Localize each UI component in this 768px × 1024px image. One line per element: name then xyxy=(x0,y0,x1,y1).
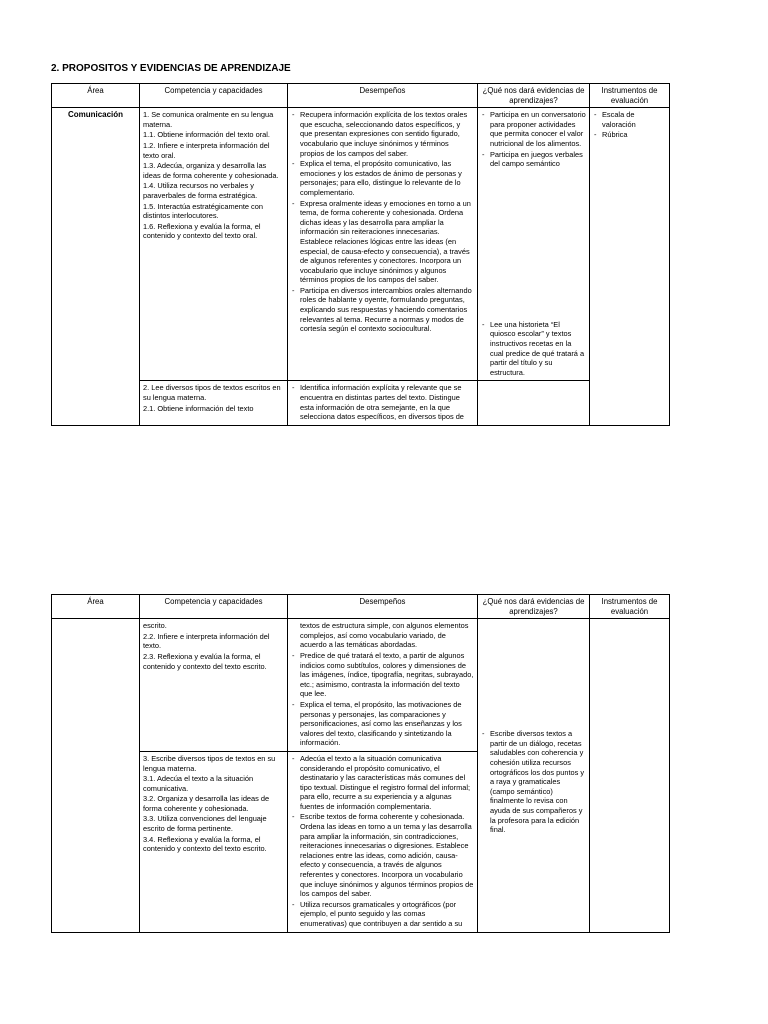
desempenos-cell xyxy=(288,619,478,752)
comp-line: 1.6. Reflexiona y evalúa la forma, el contenido y contexto del texto oral. xyxy=(143,221,261,241)
table-row xyxy=(52,381,670,425)
desempeno-item: - Recupera información explícita de los textos orales que escucha, seleccionando datos específicos, y que presentan expresiones con sentido figurado, vocabulario que incluye sinónimos y términos propios de los campos del saber. xyxy=(291,110,474,158)
section-title: 2. PROPOSITOS Y EVIDENCIAS DE APRENDIZAJE xyxy=(51,63,291,74)
evidencia-item: - Escribe diversos textos a partir de un diálogo, recetas saludables con coherencia y cohesión utiliza recursos ortográficos los dos puntos y a raya y gramaticales (campo semántico) finalmente lo revisa con ayuda de sus compañeros y la profesora para la edición final. xyxy=(481,729,586,835)
instrumento-item: - Rúbrica xyxy=(593,130,666,140)
desempeno-item: - Explica el tema, el propósito comunicativo, las emociones y los estados de ánimo de personas y personajes; para ello, distingue lo relevante de lo complementario. xyxy=(291,159,474,197)
header-area: Área xyxy=(52,84,140,108)
evidencia-item: - Participa en un conversatorio para proponer actividades que permita conocer el valor nutricional de los alimentos. xyxy=(481,110,586,148)
comp-line: 2.1. Obtiene información del texto xyxy=(143,403,254,413)
instrumentos-cell xyxy=(590,619,670,932)
comp-line: 2.2. Infiere e interpreta información del texto. xyxy=(143,631,270,651)
header-instrumentos: Instrumentos de evaluación xyxy=(590,84,670,108)
instrumento-item: - Escala de valoración xyxy=(593,110,666,129)
header-instrumentos: Instrumentos de evaluación xyxy=(590,595,670,619)
header-competencia: Competencia y capacidades xyxy=(140,595,288,619)
comp-line: 1.4. Utiliza recursos no verbales y paraverbales de forma estratégica. xyxy=(143,181,258,200)
comp-line: 2. Lee diversos tipos de textos escritos en su lengua materna. xyxy=(143,383,281,402)
evidencias-cell xyxy=(478,381,590,425)
desempeno-item: - Adecúa el texto a la situación comunicativa considerando el propósito comunicativo, el destinatario y las características más comunes del tipo textual. Distingue el registro formal del informal; para ello, recurre a su experiencia y a algunas fuentes de información complementaria. xyxy=(291,754,474,812)
desempeno-item: - Expresa oralmente ideas y emociones en torno a un tema, de forma coherente y cohesionada. Ordena dichas ideas y las desarrolla para ampliar la información sin reiteraciones innecesarias. Establece relaciones lógicas entre las ideas (en especial, de causa-efecto y consecuencia), a través de algunos referentes y conectores. Incorpora un vocabulario que incluye sinónimos y algunos términos propios de los campos del saber. xyxy=(291,199,474,285)
evidencias-cell xyxy=(478,108,590,381)
evidencia-item: - Participa en juegos verbales del campo semántico xyxy=(481,150,586,169)
comp-line: 1. Se comunica oralmente en su lengua materna. xyxy=(143,110,274,129)
header-evidencias: ¿Qué nos dará evidencias de aprendizajes? xyxy=(478,595,590,619)
comp-line: 2.3. Reflexiona y evalúa la forma, el contenido y contexto del texto escrito. xyxy=(143,651,267,671)
comp-line: 3.1. Adecúa el texto a la situación comunicativa. xyxy=(143,774,254,793)
competencia-cell xyxy=(140,751,288,932)
header-desempenos: Desempeños xyxy=(288,595,478,619)
desempeno-item: - Predice de qué tratará el texto, a partir de algunos indicios como subtítulos, colores y dimensiones de las imágenes, índice, tipografía, negritas, subrayado, etc.; asimismo, contrasta la información del texto que lee. xyxy=(291,651,474,699)
header-desempenos: Desempeños xyxy=(288,84,478,108)
evidence-table-page-1 xyxy=(51,83,670,426)
table-row xyxy=(52,619,670,752)
desempeno-item: - Utiliza recursos gramaticales y ortográficos (por ejemplo, el punto seguido y las comas enumerativas) que contribuyen a dar sentido a su xyxy=(291,900,474,929)
area-cell xyxy=(52,619,140,932)
desempenos-cell xyxy=(288,108,478,381)
evidencia-item: - Lee una historieta “El quiosco escolar” y textos instructivos recetas en la cual predice de qué tratará a partir del título y su estructura. xyxy=(481,320,586,378)
comp-line: 1.2. Infiere e interpreta información del texto oral. xyxy=(143,140,270,160)
comp-line: 3.4. Reflexiona y evalúa la forma, el contenido y contexto del texto escrito. xyxy=(143,834,267,854)
evidence-table-page-2 xyxy=(51,594,670,933)
table-header-row xyxy=(52,595,670,619)
header-area: Área xyxy=(52,595,140,619)
desempeno-item: - Escribe textos de forma coherente y cohesionada. Ordena las ideas en torno a un tema y las desarrolla para ampliar la información, sin contradicciones, reiteraciones innecesarias o digresiones. Establece relaciones entre las ideas, como adición, causa-efecto y consecuencia, a través de algunos referentes y conectores. Incorpora un vocabulario que incluye sinónimos y algunos términos propios de los campos del saber. xyxy=(291,812,474,898)
instrumentos-cell xyxy=(590,108,670,426)
table-header-row xyxy=(52,84,670,108)
desempeno-item: - Identifica información explícita y relevante que se encuentra en distintas partes del texto. Distingue esta información de otra semejante, en la que selecciona datos específicos, en diversos tipos de xyxy=(291,383,474,421)
competencia-cell xyxy=(140,381,288,425)
comp-line: 1.1. Obtiene información del texto oral. xyxy=(143,130,270,140)
evidencias-cell xyxy=(478,619,590,932)
desempeno-item: - Explica el tema, el propósito, las motivaciones de personas y personajes, las comparaciones y personificaciones, así como las enseñanzas y los valores del texto, clasificando y sintetizando la información. xyxy=(291,700,474,748)
competencia-cell xyxy=(140,619,288,752)
comp-line: 1.5. Interactúa estratégicamente con distintos interlocutores. xyxy=(143,201,263,221)
header-competencia: Competencia y capacidades xyxy=(140,84,288,108)
comp-line: 3. Escribe diversos tipos de textos en su lengua materna. xyxy=(143,753,276,773)
comp-line: 3.3. Utiliza convenciones del lenguaje escrito de forma pertinente. xyxy=(143,814,267,834)
comp-line: 1.3. Adecúa, organiza y desarrolla las ideas de forma coherente y cohesionada. xyxy=(143,161,279,180)
comp-line: escrito. xyxy=(143,621,167,631)
comp-line: 3.2. Organiza y desarrolla las ideas de forma coherente y cohesionada. xyxy=(143,794,270,813)
area-cell: Comunicación xyxy=(52,108,140,426)
desempeno-item: - Participa en diversos intercambios orales alternando roles de hablante y oyente, formulando preguntas, explicando sus respuestas y haciendo comentarios relevantes al tema. Recurre a normas y modos de cortesía según el contexto sociocultural. xyxy=(291,286,474,334)
table-row xyxy=(52,108,670,381)
desempeno-continuation: textos de estructura simple, con algunos elementos complejos, así como vocabulario variado, de acuerdo a las temáticas abordadas. xyxy=(300,621,469,650)
desempenos-cell xyxy=(288,381,478,425)
desempenos-cell xyxy=(288,751,478,932)
competencia-cell xyxy=(140,108,288,381)
header-evidencias: ¿Qué nos dará evidencias de aprendizajes? xyxy=(478,84,590,108)
